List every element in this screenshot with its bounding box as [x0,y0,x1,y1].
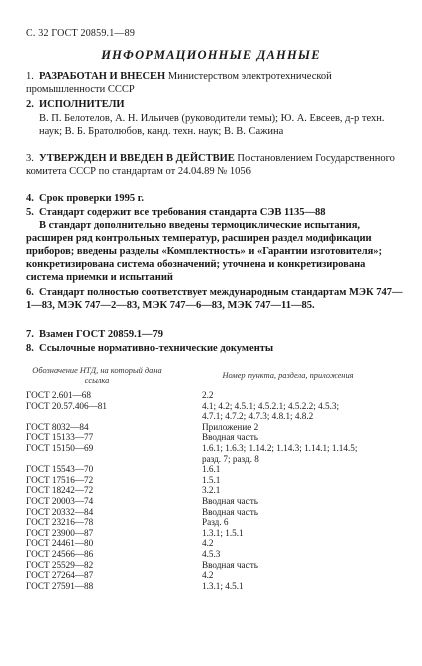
clause-reference: 1.5.1 [202,474,221,485]
references-table-body [26,390,408,591]
section-3-heading: УТВЕРЖДЕН И ВВЕДЕН В ДЕЙСТВИЕ [39,153,235,164]
table-row [26,496,408,507]
table-row [26,390,408,401]
clause-reference: Вводная часть [202,559,258,570]
table-row [26,528,408,539]
section-3-number: 3. [26,153,34,164]
table-row [26,560,408,571]
section-3 [26,152,404,178]
table-row [26,464,408,475]
section-5 [26,206,404,219]
section-3-text: Постановлением Государственного комитета СССР по стандартам от 24.04.89 № 1056 [26,153,395,177]
document-designation: ГОСТ 27264—87 [26,570,94,581]
clause-reference: 4.5.3 [202,548,221,559]
document-designation: ГОСТ 23900—87 [26,527,94,538]
clause-reference: Разд. 6 [202,517,229,528]
column-header-document: Обозначение НТД, на который дана ссылка [32,366,162,385]
section-6 [26,286,404,312]
document-designation: ГОСТ 15150—69 [26,442,94,453]
section-7-number: 7. [26,329,34,340]
section-2-heading: ИСПОЛНИТЕЛИ [39,99,125,110]
clause-reference: 4.2 [202,570,214,581]
document-designation [26,411,168,422]
document-designation: ГОСТ 8032—84 [26,421,89,432]
performers-text: В. П. Белотелов, А. Н. Ильичев (руководители темы); Ю. А. Евсеев, д-р техн. наук; В. Б. Братолюбов, канд. техн. наук; В. В. Сажина [39,113,385,137]
clause-reference: 4.1; 4.2; 4.5.1; 4.5.2.1; 4.5.2.2; 4.5.3; [202,400,340,411]
clause-reference: Приложение 2 [202,421,259,432]
document-designation: ГОСТ 20.57.406—81 [26,400,107,411]
document-designation: ГОСТ 17516—72 [26,474,94,485]
section-8-number: 8. [26,343,34,354]
page-header: С. 32 ГОСТ 20859.1—89 [26,28,136,39]
table-row [26,570,408,581]
clause-reference: Вводная часть [202,495,258,506]
clause-reference: 3.2.1 [202,485,221,496]
document-designation: ГОСТ 23216—78 [26,517,94,528]
section-5-paragraph: В стандарт дополнительно введены термоциклические испытания, расширен ряд контрольных температур, расширен раздел модификации приборов; введены разделы «Комплектность» и «Гарантии изготовителя»; конкретизирована система обозначений; уточнена и конкретизирована система приемки и испытаний [26,220,383,283]
clause-reference: 1.3.1; 4.5.1 [202,580,244,591]
clause-reference: 4.7.1; 4.7.2; 4.7.3; 4.8.1; 4.8.2 [202,411,314,422]
page-title: ИНФОРМАЦИОННЫЕ ДАННЫЕ [101,48,321,62]
section-8-text: Ссылочные нормативно-технические документы [39,343,274,354]
section-6-text: Стандарт полностью соответствует международным стандартам МЭК 747—1—83, МЭК 747—2—83, МЭК 747—6—83, МЭК 747—11—85. [26,287,403,311]
section-1-text: Министерством электротехнической промышленности СССР [26,71,332,95]
table-row [26,507,408,518]
document-designation: ГОСТ 2.601—68 [26,390,91,400]
clause-reference: 4.2 [202,538,214,549]
section-5-number: 5. [26,207,34,218]
clause-reference: 1.6.1 [202,464,221,475]
section-7 [26,328,404,341]
table-row [26,581,408,592]
document-designation [26,454,168,465]
references-table [26,366,408,591]
clause-reference: Вводная часть [202,506,258,517]
document-designation: ГОСТ 24461—80 [26,538,94,549]
clause-reference: 2.2 [202,390,214,400]
table-row [26,422,408,433]
document-designation: ГОСТ 20332—84 [26,506,94,517]
section-7-text: Взамен ГОСТ 20859.1—79 [39,329,164,340]
clause-reference: 1.6.1; 1.6.3; 1.14.2; 1.14.3; 1.14.1; 1.14.5; [202,442,358,453]
table-row [26,549,408,560]
table-row [26,538,408,549]
document-designation: ГОСТ 20003—74 [26,495,94,506]
section-1-number: 1. [26,71,34,82]
section-4-number: 4. [26,193,34,204]
clause-reference: Вводная часть [202,432,258,443]
section-1 [26,70,404,96]
section-8 [26,342,404,355]
references-table-header [26,366,408,390]
table-row [26,443,408,454]
table-row [26,411,408,422]
section-4 [26,192,404,205]
table-row [26,432,408,443]
table-row [26,401,408,412]
document-designation: ГОСТ 15133—77 [26,432,94,443]
section-1-heading: РАЗРАБОТАН И ВНЕСЕН [39,71,166,82]
section-2 [26,98,404,111]
table-row [26,485,408,496]
clause-reference: разд. 7; разд. 8 [202,453,259,464]
performers [26,112,404,138]
section-2-number: 2. [26,99,34,110]
document-designation: ГОСТ 18242—72 [26,485,94,496]
document-designation: ГОСТ 25529—82 [26,559,94,570]
document-designation: ГОСТ 24566—86 [26,548,94,559]
column-header-clause: Номер пункта, раздела, приложения [222,371,354,380]
section-6-number: 6. [26,287,34,298]
table-row [26,454,408,465]
table-row [26,517,408,528]
section-4-text: Срок проверки 1995 г. [39,193,144,204]
section-5-text: Стандарт содержит все требования стандарта СЭВ 1135—88 [39,207,326,218]
document-designation: ГОСТ 27591—88 [26,580,94,591]
table-row [26,475,408,486]
document-designation: ГОСТ 15543—70 [26,464,94,475]
clause-reference: 1.3.1; 1.5.1 [202,527,244,538]
